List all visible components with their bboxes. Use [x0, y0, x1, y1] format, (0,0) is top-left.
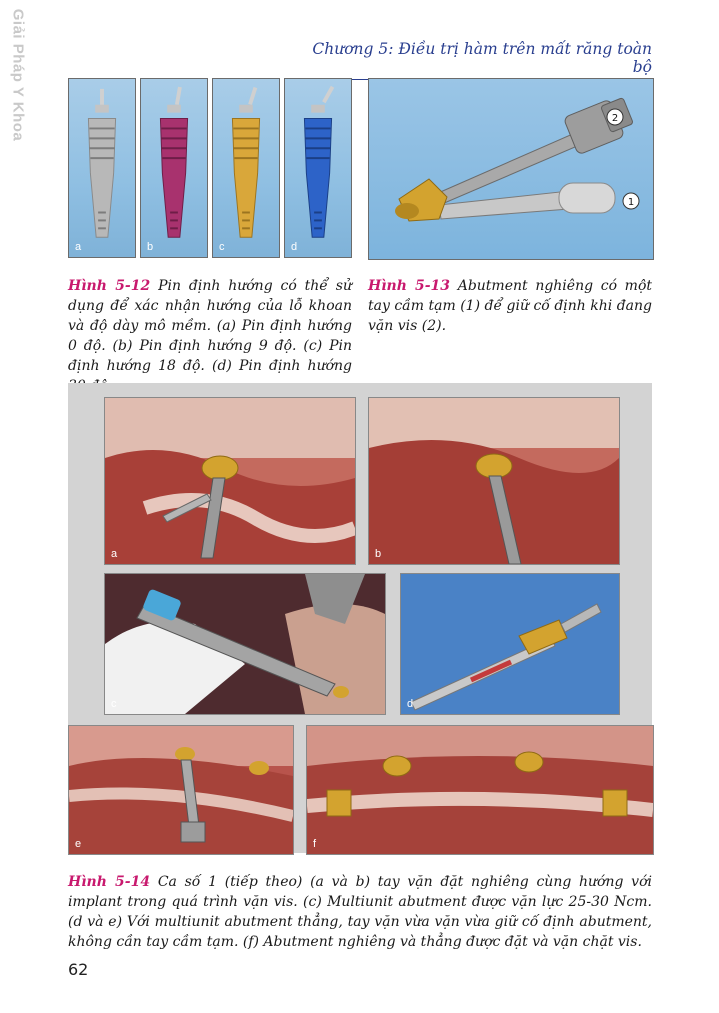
marker-1: 1: [627, 197, 635, 208]
clinical-photo-d: [400, 573, 620, 715]
caption-text: Pin định hướng có thể sử dụng để xác nhận hướng của lỗ khoan và độ dày mô mềm. (a) Pin định hướng 0 độ. (b) Pin định hướng 9 độ. (c) Pin định hướng 18 độ. (d) Pin định hướng: [68, 278, 352, 374]
caption-text: Ca số 1 (tiếp theo) (a và b) tay vặn đặt nghiêng cùng hướng với implant trong quá trình vặn vis. (c) Multiunit abutment được vặn lực 25-30 Ncm. (d và e) Với multiunit abutment thẳng, tay vặn vừa vặn vừa giữ cố định abutment, không cần tay cầm tạm. (f) Abutment nghiêng và thẳng được đặt và vặn chặt vis.: [68, 874, 652, 950]
clinical-photo-c: [104, 573, 386, 715]
caption-text: Abutment nghiêng có một tay cầm tạm (1) để giữ cố định khi đang vặn vis (2).: [368, 278, 653, 334]
chapter-header: Chương 5: Điều trị hàm trên mất răng toàn bộ: [300, 40, 652, 80]
panel-letter: a: [75, 241, 82, 253]
caption-figure-5-14: [68, 872, 652, 952]
figure-label: Hình 5-14: [68, 874, 151, 890]
page-number: 62: [68, 960, 89, 979]
panel-letter: d: [407, 698, 414, 710]
pin-photo-c: [212, 78, 280, 258]
side-watermark: [8, 10, 28, 140]
marker-2: 2: [611, 113, 619, 124]
clinical-photo-a: [104, 397, 356, 565]
abutment-handle-image: [369, 79, 653, 259]
watermark-text: Giải Pháp Y Khoa: [9, 8, 27, 142]
figure-label: Hình 5-12: [68, 278, 151, 294]
figure-5-12: [68, 78, 352, 258]
panel-letter: c: [219, 241, 225, 253]
panel-letter: b: [375, 548, 382, 560]
panel-letter: a: [111, 548, 118, 560]
clinical-photo-f: [306, 725, 654, 855]
pin-image-a: [69, 79, 135, 257]
panel-letter: e: [75, 838, 82, 850]
caption-figure-5-13: [368, 276, 652, 336]
clinical-photo-e: [68, 725, 294, 855]
figure-5-13: [368, 78, 654, 260]
pin-image-c: [213, 79, 279, 257]
caption-figure-5-12: [68, 276, 352, 396]
figure-5-14: [68, 383, 652, 853]
panel-letter: d: [291, 241, 298, 253]
panel-letter: f: [313, 838, 317, 850]
clinical-photo-b: [368, 397, 620, 565]
panel-letter: b: [147, 241, 154, 253]
pin-photo-a: [68, 78, 136, 258]
pin-image-b: [141, 79, 207, 257]
pin-photo-b: [140, 78, 208, 258]
pin-photo-d: [284, 78, 352, 258]
figure-label: Hình 5-13: [368, 278, 451, 294]
pin-image-d: [285, 79, 351, 257]
panel-letter: c: [111, 698, 117, 710]
